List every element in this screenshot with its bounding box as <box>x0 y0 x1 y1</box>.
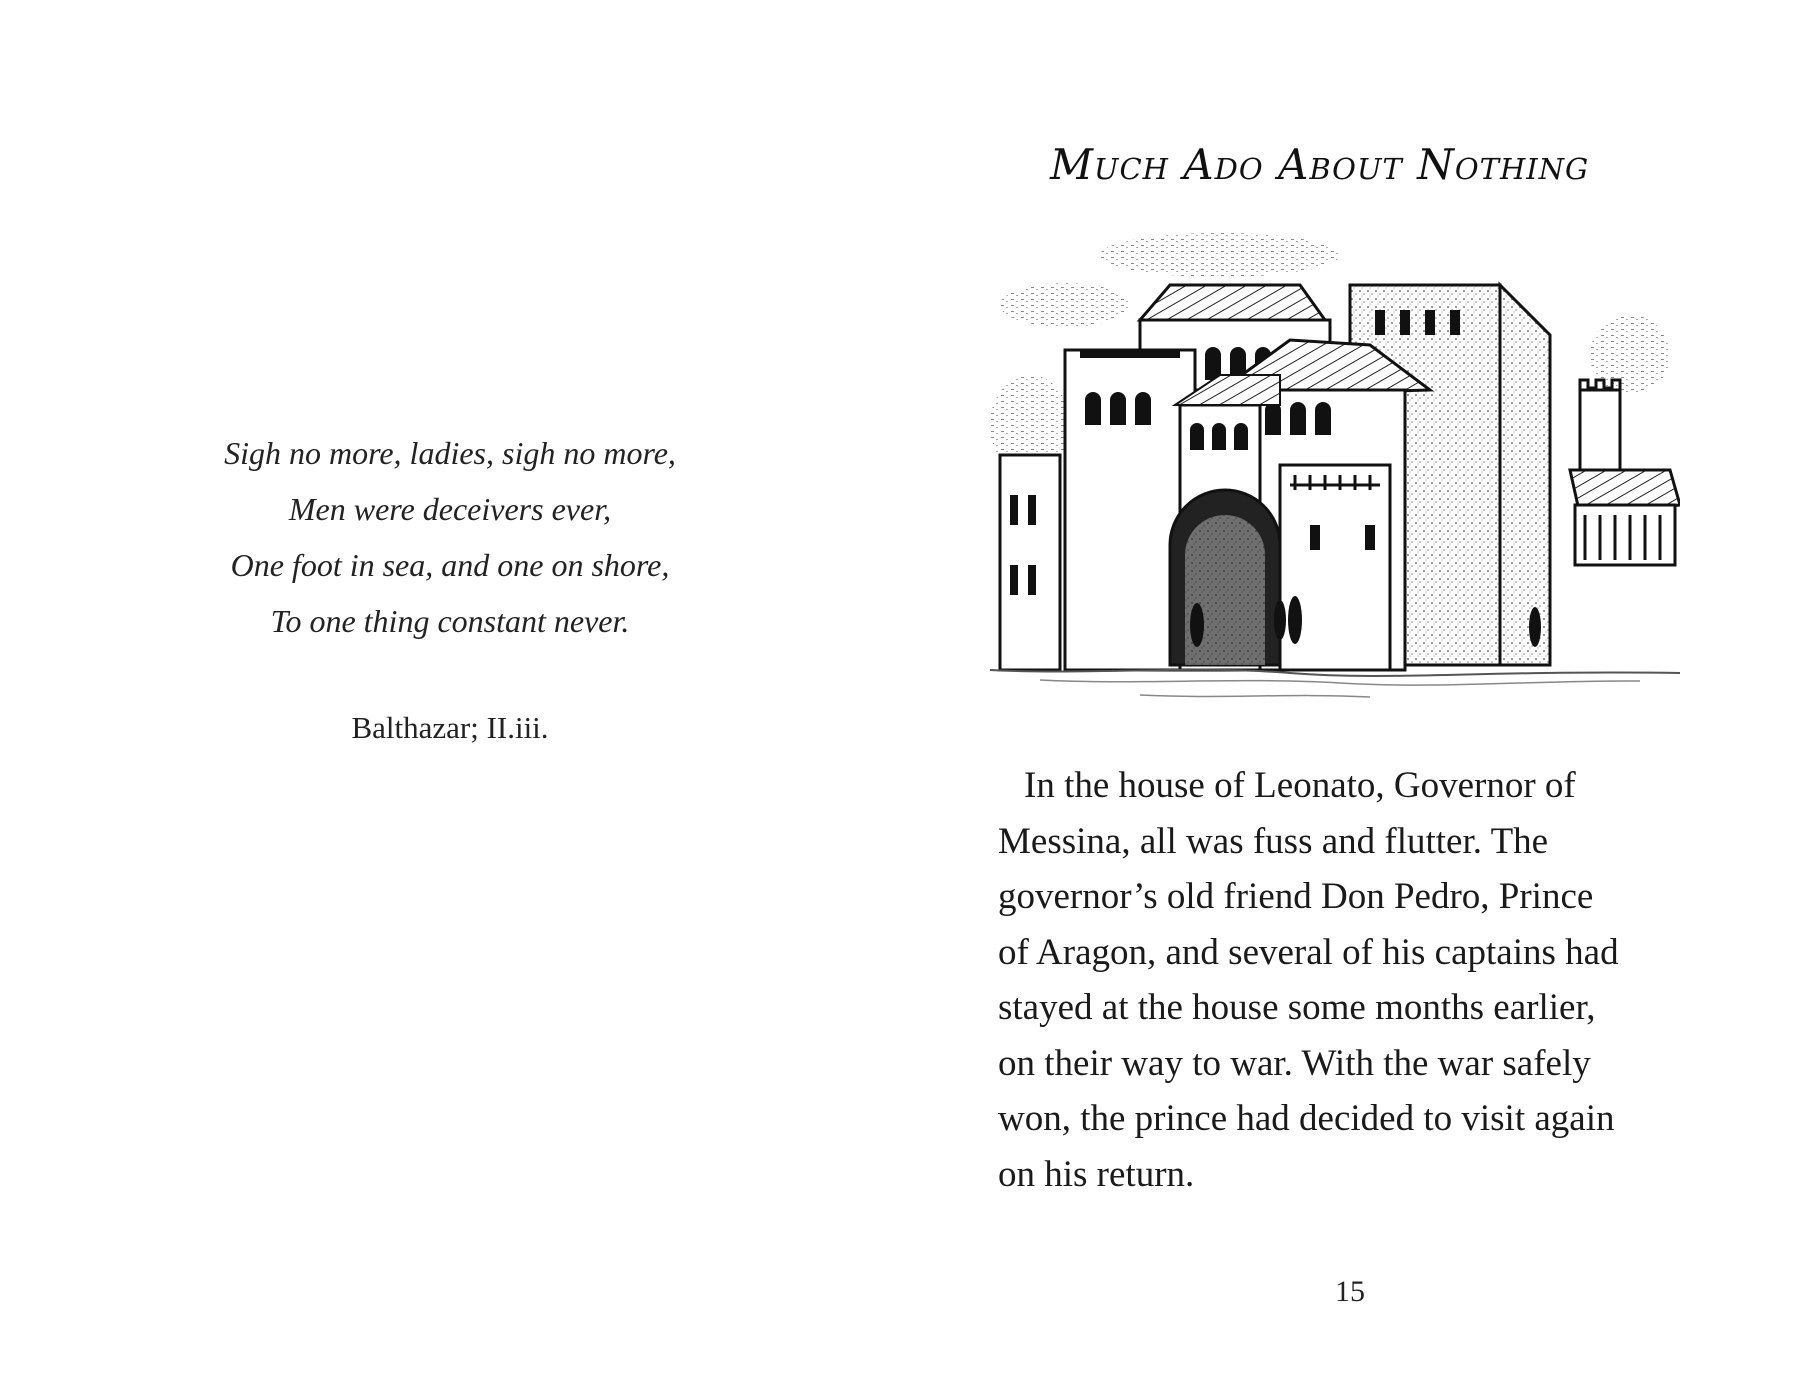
body-line: governor’s old friend Don Pedro, Prince <box>998 876 1594 917</box>
roof-shape <box>1140 285 1325 320</box>
body-line: of Aragon, and several of his captains had <box>998 931 1619 973</box>
page-number: 15 <box>1335 1275 1365 1308</box>
cloud-shape <box>1000 283 1130 327</box>
buildings-illustration <box>990 225 1680 730</box>
left-page <box>0 0 898 1400</box>
epigraph-line: To one thing constant never. <box>270 603 630 639</box>
body-line: on their way to war. With the war safely <box>998 1042 1591 1084</box>
body-line: stayed at the house some months earlier, <box>998 987 1596 1028</box>
epigraph-attribution: Balthazar; II.iii. <box>351 710 549 745</box>
figure-shape <box>1190 603 1204 647</box>
chapter-title: Much Ado About Nothing <box>1050 140 1590 189</box>
epigraph-line: One foot in sea, and one on shore, <box>230 547 670 583</box>
body-line: won, the prince had decided to visit again <box>998 1098 1615 1139</box>
figure-shape <box>1274 600 1286 640</box>
cloud-shape <box>1100 233 1340 277</box>
figure-shape <box>1529 607 1541 647</box>
epigraph <box>150 425 750 649</box>
epigraph-line: Men were deceivers ever, <box>288 491 612 527</box>
body-line: on his return. <box>998 1153 1195 1195</box>
tower-side-shape <box>1500 285 1550 665</box>
body-paragraph <box>998 758 1718 1202</box>
body-line: Messina, all was fuss and flutter. The <box>998 820 1549 862</box>
figure-shape <box>1288 596 1302 644</box>
cloud-shape <box>1590 315 1670 395</box>
epigraph-line: Sigh no more, ladies, sigh no more, <box>224 435 676 471</box>
body-line: In the house of Leonato, Governor of <box>1024 765 1576 806</box>
